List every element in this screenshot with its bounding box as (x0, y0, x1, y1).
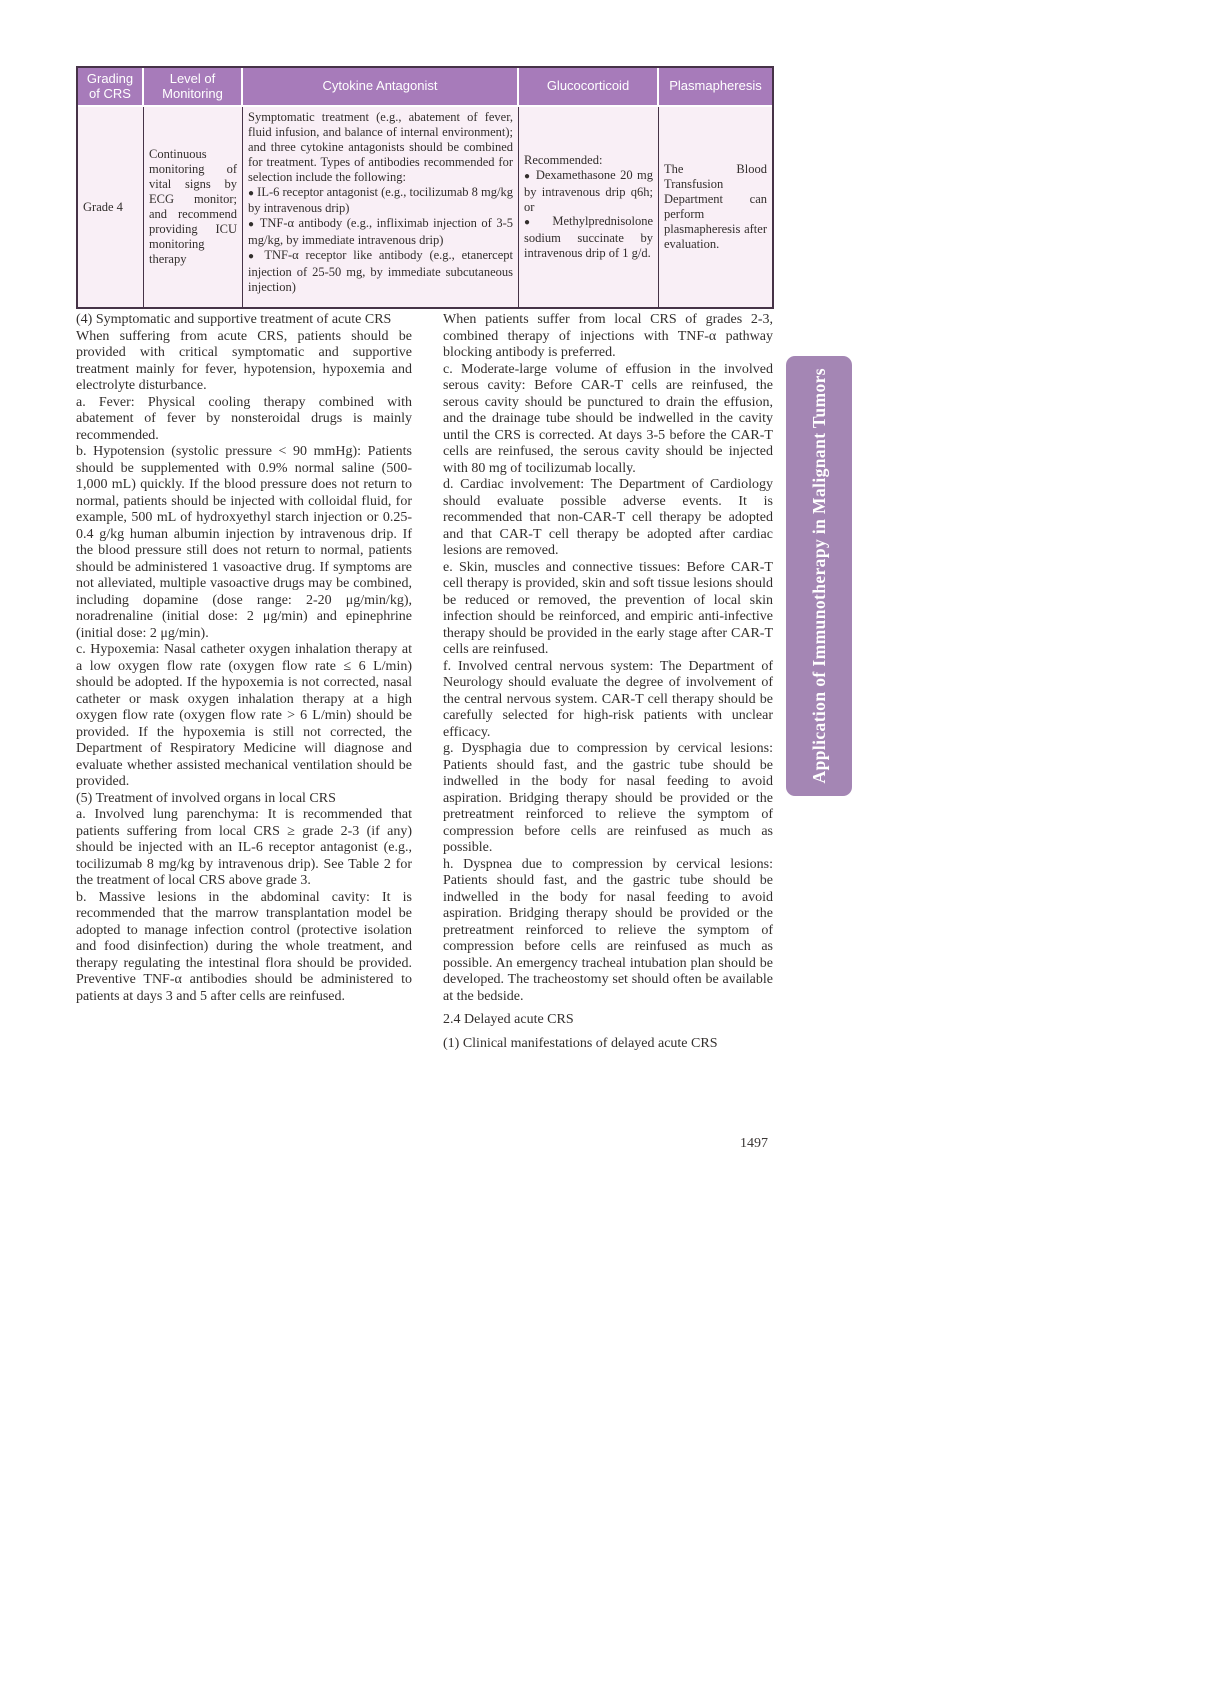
paragraph: c. Hypoxemia: Nasal catheter oxygen inhalation therapy at a low oxygen flow rate (oxygen flow rate ≤ 6 L/min) should be adopted. If the hypoxemia is not corrected, nasal catheter or mask oxygen inhalation therapy at a high oxygen flow rate (oxygen flow rate > 6 L/min) should be provided. If the hypoxemia is still not corrected, the Department of Respiratory Medicine will diagnose and evaluate whether assisted mechanical ventilation should be provided. (76, 642, 412, 789)
glucocorticoid-bullet-text: Methylprednisolone sodium succinate by intravenous drip of 1 g/d. (524, 214, 654, 261)
paragraph: b. Massive lesions in the abdominal cavity: It is recommended that the marrow transplantation model be adopted to manage infection control (protective isolation and food disinfection) during the whole treatment, and therapy regulating the intestinal flora should be provided. Preventive TNF-α antibodies should be administered to patients at days 3 and 5 after cells are reinfused. (76, 889, 412, 1004)
glucocorticoid-bullet-item (524, 168, 653, 215)
header-level-of-monitoring: Level of Monitoring (144, 68, 243, 107)
page-number: 1497 (740, 1136, 768, 1151)
glucocorticoid-bullet-item (524, 214, 653, 261)
paragraph: g. Dysphagia due to compression by cervical lesions: Patients should fast, and the gastric tube should be indwelled in the body for nasal feeding to avoid aspiration. Bridging therapy should be provided or the pretreatment reinforced to relieve the symptom of compression before cells are reinfused as much as possible. (443, 741, 773, 855)
crs-treatment-table (76, 66, 774, 309)
paragraph: a. Involved lung parenchyma: It is recommended that patients suffering from local CRS ≥ grade 2-3 (if any) should be injected with an IL-6 receptor antagonist (e.g., tocilizumab 8 mg/kg by intravenous drip). See Table 2 for the treatment of local CRS above grade 3. (76, 807, 412, 888)
cell-cytokine-antagonist (243, 107, 519, 307)
paragraph: b. Hypotension (systolic pressure < 90 mmHg): Patients should be supplemented with 0.9% normal saline (500-1,000 mL) quickly. If the blood pressure does not return to normal, patients should be injected with colloidal fluid, for example, 500 mL of hydroxyethyl starch injection or 0.25-0.4 g/kg human albumin injection by intravenous drip. If the blood pressure still does not return to normal, patients should be administered 1 vasoactive drug. If symptoms are not alleviated, multiple vasoactive drugs may be combined, including dopamine (dose range: 2-20 μg/min/kg), noradrenaline (initial dose: 2 μg/min) and epinephrine (initial dose: 2 μg/min). (76, 444, 412, 641)
section-heading: 2.4 Delayed acute CRS (443, 1012, 574, 1027)
cell-monitoring: Continuous monitoring of vital signs by ECG monitor; and recommend providing ICU monitoring therapy (144, 107, 243, 307)
header-cytokine-antagonist: Cytokine Antagonist (243, 68, 519, 107)
body-text-right-column (443, 312, 773, 1052)
chapter-side-tab-label: Application of Immunotherapy in Malignant Tumors (808, 368, 829, 784)
paragraph: d. Cardiac involvement: The Department of Cardiology should evaluate possible adverse events. It is recommended that non-CAR-T cell therapy be adopted and that CAR-T cell therapy be adopted after cardiac lesions are removed. (443, 477, 773, 558)
paragraph: (5) Treatment of involved organs in local CRS (76, 790, 336, 806)
header-glucocorticoid: Glucocorticoid (519, 68, 659, 107)
paragraph: When patients suffer from local CRS of grades 2-3, combined therapy of injections with TNF-α pathway blocking antibody is preferred. (443, 312, 773, 360)
paragraph: (4) Symptomatic and supportive treatment of acute CRS (76, 312, 392, 327)
glucocorticoid-bullet-text: Dexamethasone 20 mg by intravenous drip q6h; or (524, 167, 653, 214)
cytokine-bullet-item (248, 248, 513, 295)
chapter-side-tab (786, 356, 852, 796)
cytokine-intro: Symptomatic treatment (e.g., abatement of fever, fluid infusion, and balance of internal environment); and three cytokine antagonists should be combined for treatment. Types of antibodies recommended for selection include the following: (248, 110, 513, 184)
paragraph: h. Dyspnea due to compression by cervical lesions: Patients should fast, and the gastric tube should be indwelled in the body for nasal feeding to avoid aspiration. Bridging therapy should be provided or the pretreatment reinforced to relieve the symptom of compression before cells are reinfused as much as possible. An emergency tracheal intubation plan should be developed. The tracheostomy set should often be available at the bedside. (443, 856, 773, 1004)
bullet-icon: ● (248, 187, 255, 199)
header-plasmapheresis: Plasmapheresis (659, 68, 772, 107)
header-grading-of-crs: Grading of CRS (78, 68, 144, 107)
body-text-left-column (76, 312, 412, 1005)
cell-glucocorticoid (519, 107, 659, 307)
cell-plasmapheresis: The Blood Transfusion Department can perform plasmapheresis after evaluation. (659, 107, 772, 307)
paragraph: e. Skin, muscles and connective tissues: Before CAR-T cell therapy is provided, skin and soft tissue lesions should be reduced or removed, the prevention of local skin infection should be reinforced, and empiric anti-infective therapy should be provided in the early stage after CAR-T cells are reinfused. (443, 559, 773, 657)
bullet-icon: ● (248, 219, 256, 231)
bullet-icon: ● (524, 170, 532, 182)
table-row (78, 107, 772, 307)
cell-grade: Grade 4 (78, 107, 144, 307)
bullet-icon: ● (524, 217, 540, 229)
paragraph: (1) Clinical manifestations of delayed acute CRS (443, 1035, 718, 1051)
table-header-row (78, 68, 772, 107)
cytokine-bullet-item (248, 185, 513, 217)
cytokine-bullet-text: IL-6 receptor antagonist (e.g., tocilizumab 8 mg/kg by intravenous drip) (248, 184, 513, 216)
paragraph: f. Involved central nervous system: The Department of Neurology should evaluate the degree of involvement of the central nervous system. CAR-T cell therapy should be carefully selected for high-risk patients with unclear efficacy. (443, 658, 773, 740)
paragraph: a. Fever: Physical cooling therapy combined with abatement of fever by nonsteroidal drugs is mainly recommended. (76, 394, 412, 443)
paragraph: c. Moderate-large volume of effusion in the involved serous cavity: Before CAR-T cells are reinfused, the serous cavity should be punctured to drain the effusion, and the drainage tube should be indwelled in the cavity until the CRS is corrected. At days 3-5 before the CAR-T cells are reinfused, the serous cavity should be injected with 80 mg of tocilizumab locally. (443, 361, 773, 476)
cytokine-bullet-text: TNF-α antibody (e.g., infliximab injection of 3-5 mg/kg, by immediate intravenous drip) (248, 216, 513, 248)
glucocorticoid-intro: Recommended: (524, 152, 603, 167)
cytokine-bullet-item (248, 216, 513, 248)
paragraph: When suffering from acute CRS, patients should be provided with critical symptomatic and supportive treatment mainly for fever, hypotension, hypoxemia and electrolyte disturbance. (76, 328, 412, 393)
bullet-icon: ● (248, 251, 258, 263)
cytokine-bullet-text: TNF-α receptor like antibody (e.g., etanercept injection of 25-50 mg, by immediate subcutaneous injection) (248, 248, 513, 294)
